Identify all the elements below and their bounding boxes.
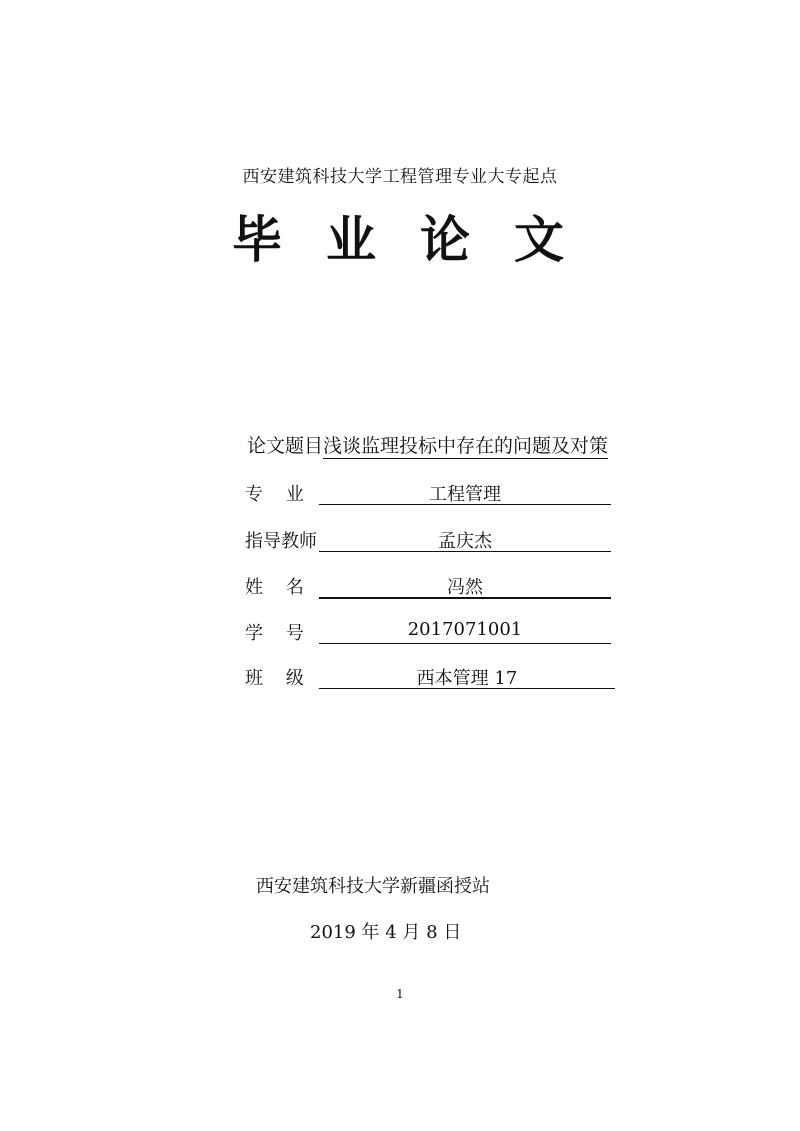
field-label-student-id: 学 号	[245, 623, 304, 644]
field-value-advisor: 孟庆杰	[319, 527, 611, 552]
page-number: 1	[396, 987, 404, 1001]
thesis-title-row	[247, 431, 608, 458]
subtitle: 西安建筑科技大学工程管理专业大专起点	[242, 167, 558, 187]
field-label-major: 专 业	[245, 484, 304, 505]
field-value-class: 西本管理 17	[319, 664, 615, 689]
field-value-name: 冯然	[319, 573, 611, 599]
field-label-class: 班 级	[245, 668, 304, 689]
date: 2019 年 4 月 8 日	[310, 922, 462, 943]
page-title: 毕业论文	[232, 211, 608, 269]
thesis-title-value: 浅谈监理投标中存在的问题及对策	[323, 435, 609, 457]
thesis-title-label: 论文题目	[247, 435, 324, 457]
field-row-major	[245, 480, 625, 508]
field-row-name	[245, 573, 625, 601]
field-value-major: 工程管理	[319, 480, 611, 505]
school-station: 西安建筑科技大学新疆函授站	[256, 876, 490, 897]
field-value-student-id: 2017071001	[319, 619, 611, 644]
field-label-advisor: 指导教师	[245, 531, 317, 552]
field-row-class	[245, 664, 625, 692]
field-row-advisor	[245, 527, 625, 555]
field-row-student-id	[245, 619, 625, 647]
field-label-name: 姓 名	[245, 577, 304, 598]
